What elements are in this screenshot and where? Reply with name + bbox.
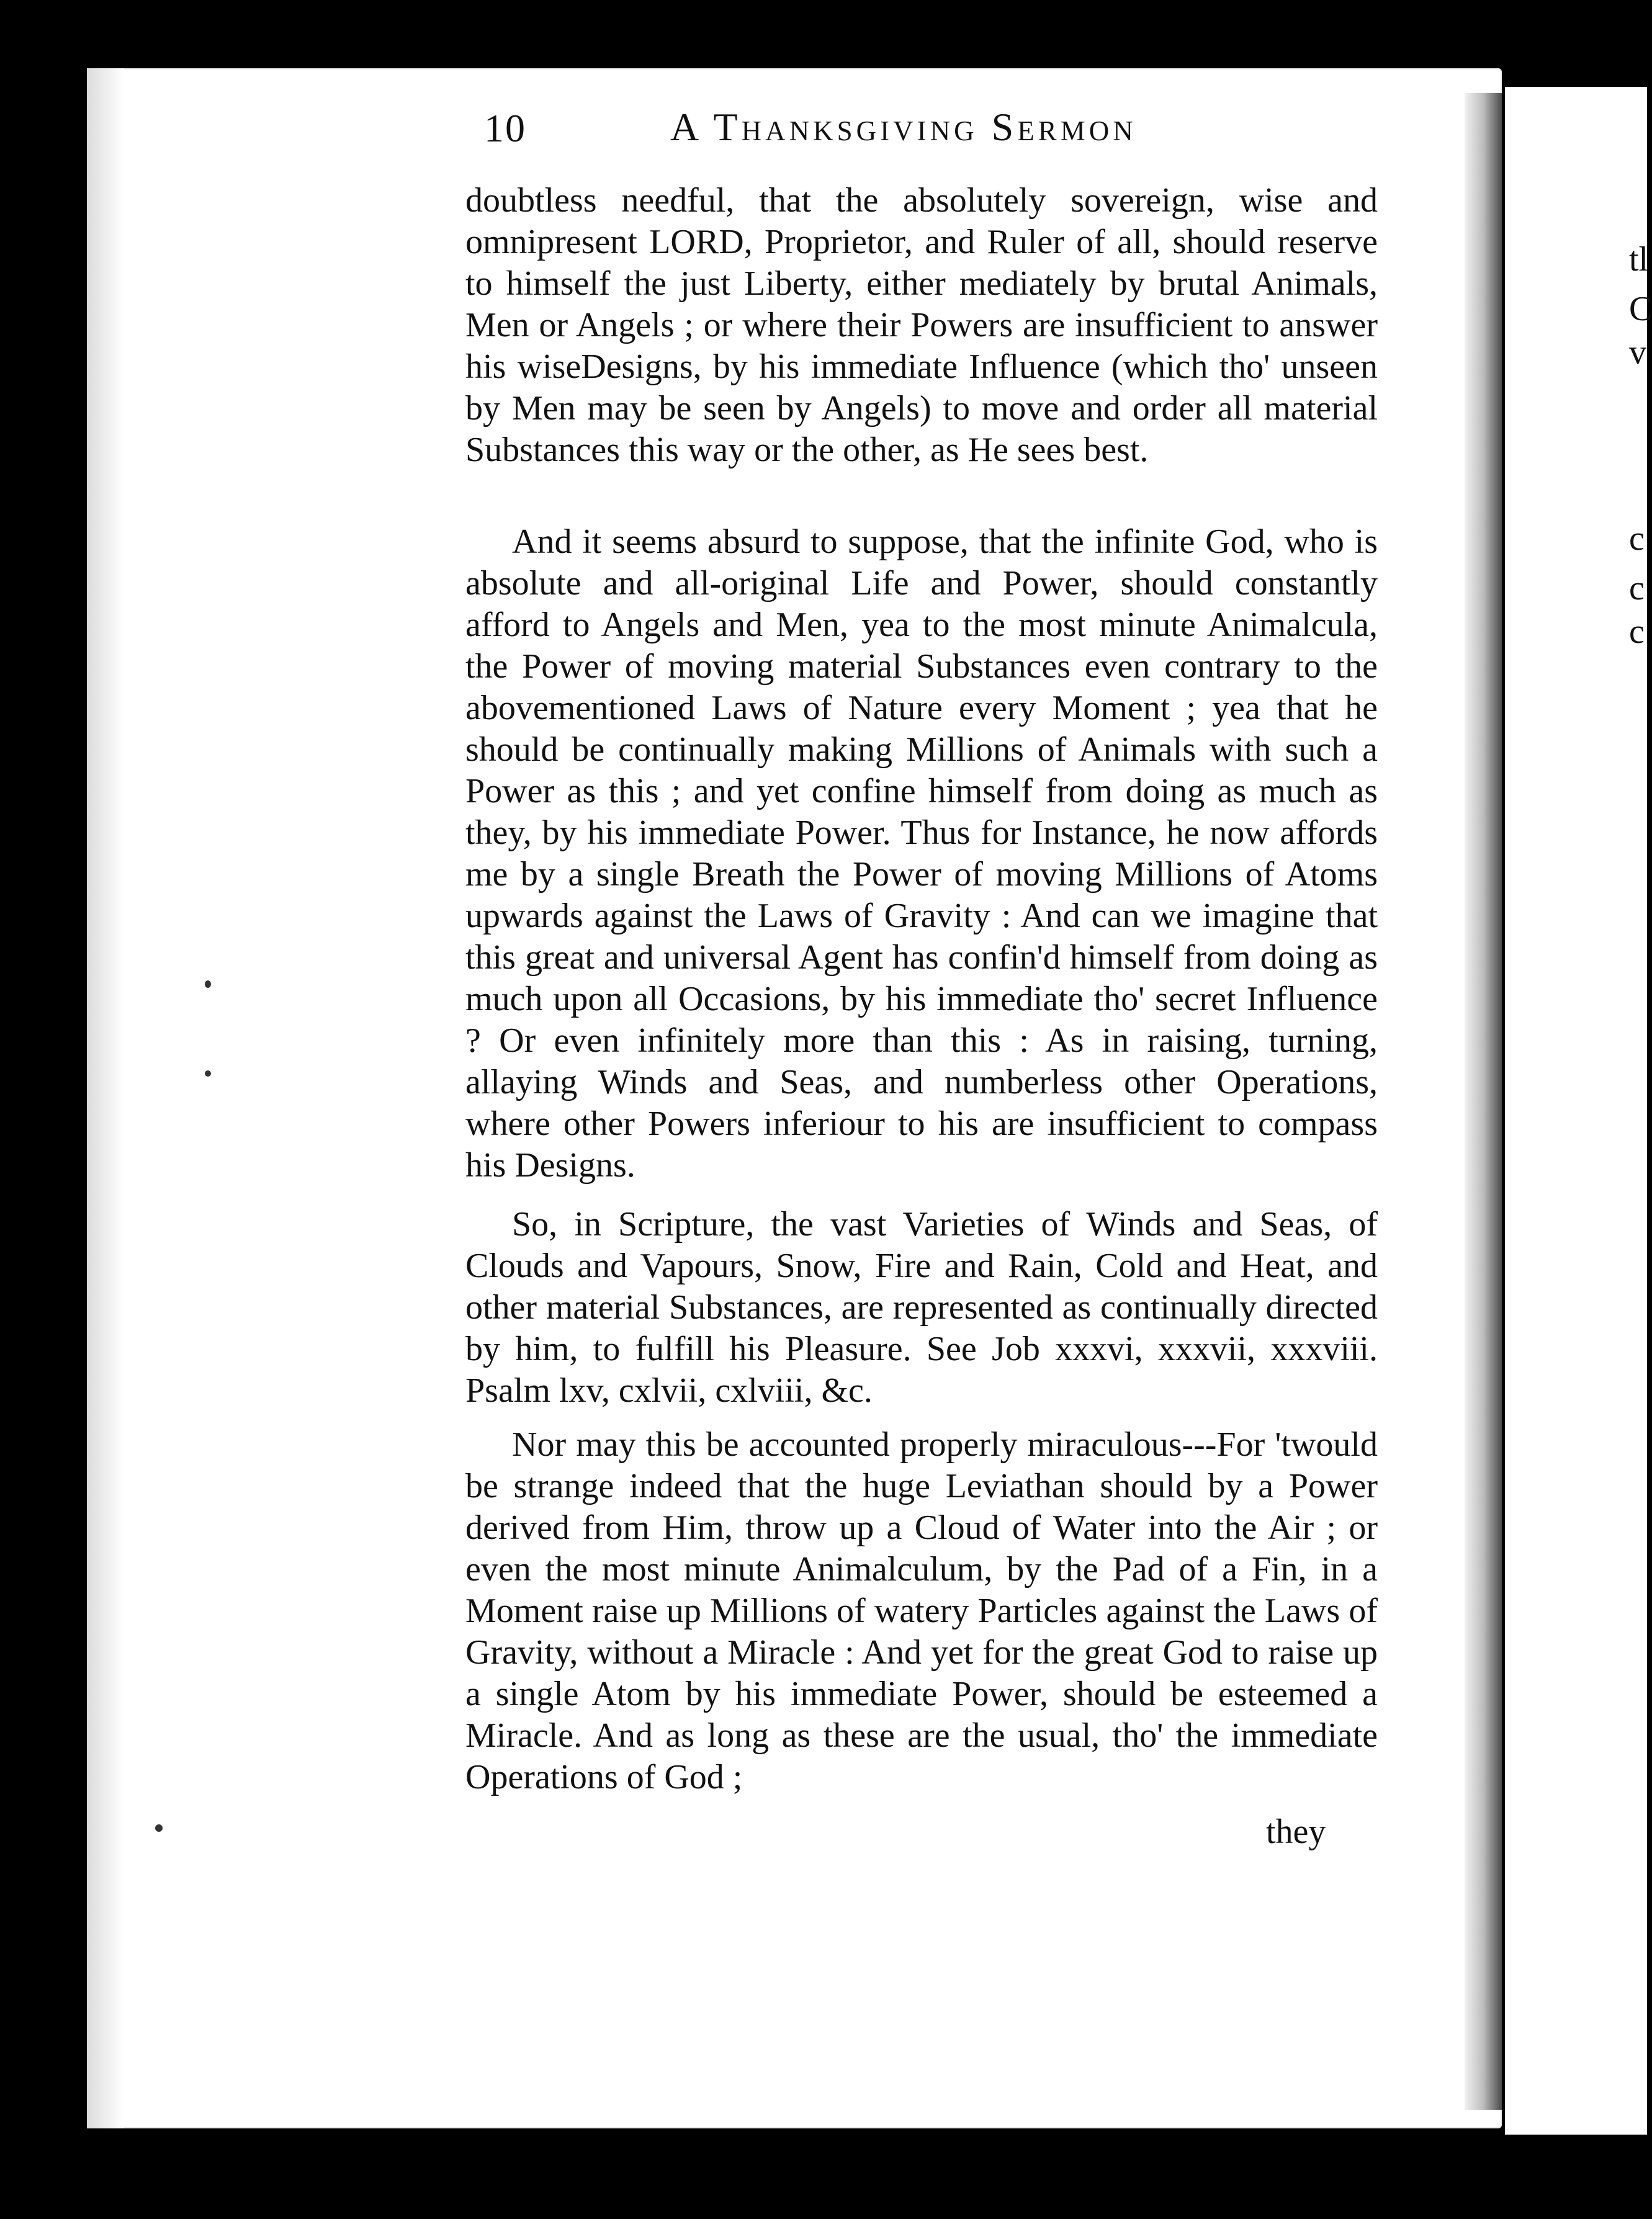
scan-speck [205,1070,211,1077]
adjacent-page-fragment: c [1629,569,1645,607]
paragraph-text: Nor may this be accounted properly miraculous---For 'twould be strange indeed that the huge Leviathan should by a Power derived from Him, throw up a Cloud of Water into the Air ; or even the most minute Animalculum, by the Pad of a Fin, in a Moment raise up Millions of watery Particles against the Laws of Gravity, without a Miracle : And yet for the great God to raise up a single Atom by his immediate Power, should be esteemed a Miracle. And as long as these are the usual, tho' the immediate Operations of God ; [465,1425,1378,1796]
adjacent-page-fragment: c [1629,519,1645,558]
paragraph-text: So, in Scripture, the vast Varieties of Winds and Seas, of Clouds and Vapours, Snow, Fire and Rain, Cold and Heat, and other material Substances, are represented as continually directed by him, to fulfill his Pleasure. See Job xxxvi, xxxvii, xxxviii. Psalm lxv, cxlvii, cxlviii, &c. [465,1205,1378,1410]
adjacent-page-fragment: c [1629,612,1645,651]
adjacent-page-fragment: v [1629,333,1646,372]
book-gutter [1465,93,1502,2110]
paragraph [465,1204,1378,1412]
adjacent-page-edge [1505,87,1652,2135]
scan-speck [155,1824,163,1832]
page-left-edge [87,68,124,2128]
paragraph [465,521,1378,1186]
paragraph-continued [465,180,1378,471]
adjacent-page-fragment: C [1629,290,1652,328]
running-title: A Thanksgiving Sermon [670,105,1137,149]
adjacent-page-fragment: tl [1629,240,1649,279]
paragraph-text: doubtless needful, that the absolutely sovereign, wise and omnipresent LORD, Proprietor, and Ruler of all, should reserve to himself the just Liberty, either mediately by brutal Animals, Men or Angels ; or where their Powers are insufficient to answer his wiseDesigns, by his immediate Influence (which tho' unseen by Men may be seen by Angels) to move and order all material Substances this way or the other, as He sees best. [465,181,1378,469]
paragraph [465,1424,1378,1798]
catchword: they [1266,1813,1326,1851]
page-number: 10 [484,106,526,150]
scan-speck [205,980,211,988]
paragraph-text: And it seems absurd to suppose, that the infinite God, who is absolute and all-original Life and Power, should constantly afford to Angels and Men, yea to the most minute Animalcula, the Power of moving material Substances even contrary to the abovementioned Laws of Nature every Moment ; yea that he should be continually making Millions of Animals with such a Power as this ; and yet confine himself from doing as much as they, by his immediate Power. Thus for Instance, he now affords me by a single Breath the Power of moving Millions of Atoms upwards against the Laws of Gravity : And can we imagine that this great and universal Agent has confin'd himself from doing as much upon all Occasions, by his immediate tho' secret Influence ? Or even infinitely more than this : As in raising, turning, allaying Winds and Seas, and numberless other Operations, where other Powers inferiour to his are insufficient to compass his Designs. [465,522,1378,1185]
